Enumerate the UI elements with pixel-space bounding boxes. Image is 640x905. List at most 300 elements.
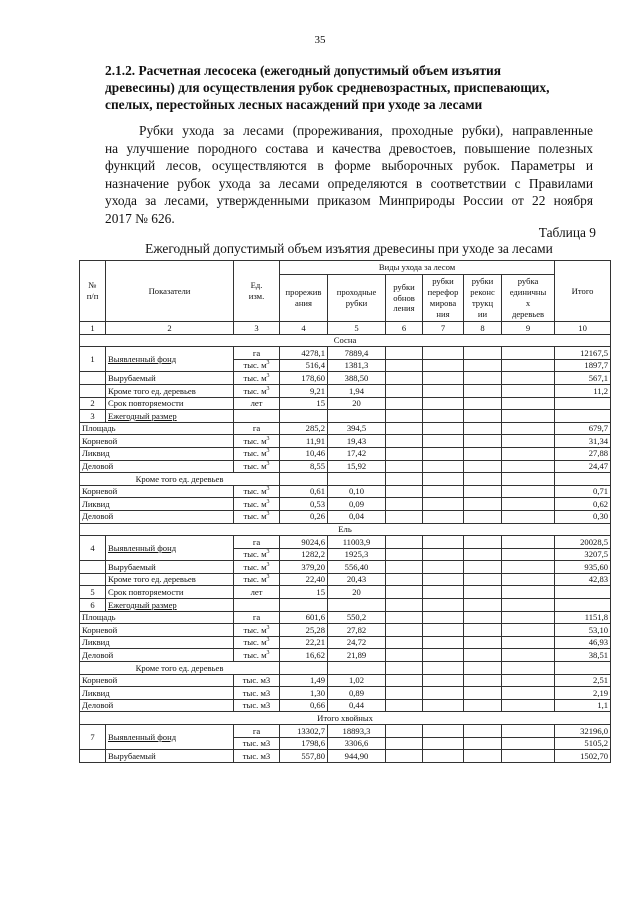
- header-single: рубка единичны х деревьев: [502, 275, 555, 322]
- subcaption-row: [80, 662, 611, 675]
- thinning-value: 25,28: [280, 624, 328, 637]
- empty-cell: [502, 447, 555, 460]
- total-value: 1502,70: [555, 750, 611, 763]
- empty-cell: [423, 384, 464, 397]
- empty-cell: [423, 372, 464, 385]
- unit-cell: га: [234, 611, 280, 624]
- passing-value: 20: [328, 397, 386, 410]
- passing-value: 550,2: [328, 611, 386, 624]
- empty-cell: [464, 397, 502, 410]
- header-reform: рубки перефор мирова ния: [423, 275, 464, 322]
- row-label: Деловой: [80, 460, 234, 473]
- empty-cell: [464, 725, 502, 738]
- passing-value: 3306,6: [328, 737, 386, 750]
- total-value: 0,62: [555, 498, 611, 511]
- row-number: 3: [80, 410, 106, 423]
- passing-value: 1,94: [328, 384, 386, 397]
- empty-cell: [423, 347, 464, 360]
- thinning-value: 0,61: [280, 485, 328, 498]
- total-value: [555, 473, 611, 486]
- empty-cell: [80, 384, 106, 397]
- passing-value: [328, 473, 386, 486]
- unit-cell: тыс. $м^3$: [234, 649, 280, 662]
- passing-value: 7889,4: [328, 347, 386, 360]
- total-value: 27,88: [555, 447, 611, 460]
- total-value: 46,93: [555, 636, 611, 649]
- empty-cell: [423, 599, 464, 612]
- empty-cell: [80, 750, 106, 763]
- empty-cell: [386, 347, 423, 360]
- passing-value: 11003,9: [328, 536, 386, 549]
- empty-cell: [423, 699, 464, 712]
- thinning-value: 9024,6: [280, 536, 328, 549]
- thinning-value: [280, 662, 328, 675]
- thinning-value: 1798,6: [280, 737, 328, 750]
- total-value: 1,1: [555, 699, 611, 712]
- section-heading: [105, 62, 593, 113]
- header-thinning: прорежив ания: [280, 275, 328, 322]
- empty-cell: [502, 384, 555, 397]
- empty-cell: [464, 611, 502, 624]
- empty-cell: [386, 561, 423, 574]
- empty-cell: [502, 372, 555, 385]
- column-index: 7: [423, 322, 464, 335]
- table-row: [80, 674, 611, 687]
- thinning-value: 16,62: [280, 649, 328, 662]
- empty-cell: [234, 410, 280, 423]
- empty-cell: [502, 536, 555, 549]
- unit-cell: тыс. $м^3$: [234, 460, 280, 473]
- empty-cell: [80, 372, 106, 385]
- empty-cell: [464, 372, 502, 385]
- total-value: 567,1: [555, 372, 611, 385]
- passing-value: 1381,3: [328, 359, 386, 372]
- unit-cell: тыс. $м^3$: [234, 384, 280, 397]
- empty-cell: [386, 473, 423, 486]
- total-value: 2,51: [555, 674, 611, 687]
- heading-line: спелых, перестойных лесных насаждений при уходе за лесами: [105, 97, 483, 112]
- passing-value: 0,10: [328, 485, 386, 498]
- total-value: 38,51: [555, 649, 611, 662]
- empty-cell: [386, 662, 423, 675]
- empty-cell: [386, 510, 423, 523]
- empty-cell: [423, 674, 464, 687]
- thinning-value: [280, 410, 328, 423]
- empty-cell: [386, 485, 423, 498]
- table-row: [80, 460, 611, 473]
- empty-cell: [502, 410, 555, 423]
- unit-cell: га: [234, 347, 280, 360]
- empty-cell: [464, 359, 502, 372]
- thinning-value: [280, 473, 328, 486]
- empty-cell: [464, 636, 502, 649]
- table-row: [80, 750, 611, 763]
- column-index-row: [80, 322, 611, 335]
- total-value: 32196,0: [555, 725, 611, 738]
- paragraph-line: Рубки ухода за лесами (прореживания, проходные рубки), направленные: [139, 123, 593, 138]
- empty-cell: [502, 599, 555, 612]
- thinning-value: 0,53: [280, 498, 328, 511]
- empty-cell: [464, 599, 502, 612]
- row-label: Деловой: [80, 649, 234, 662]
- section-caption: Итого хвойных: [80, 712, 611, 725]
- empty-cell: [386, 674, 423, 687]
- empty-cell: [464, 586, 502, 599]
- unit-cell: тыс. м3: [234, 737, 280, 750]
- empty-cell: [502, 561, 555, 574]
- total-value: 1897,7: [555, 359, 611, 372]
- empty-cell: [234, 599, 280, 612]
- empty-cell: [386, 750, 423, 763]
- empty-cell: [386, 447, 423, 460]
- empty-cell: [502, 485, 555, 498]
- empty-cell: [386, 422, 423, 435]
- empty-cell: [464, 510, 502, 523]
- subcaption-row: [80, 473, 611, 486]
- passing-value: 0,04: [328, 510, 386, 523]
- empty-cell: [464, 662, 502, 675]
- empty-cell: [423, 397, 464, 410]
- empty-cell: [502, 359, 555, 372]
- row-number: 1: [80, 347, 106, 372]
- passing-value: 0,09: [328, 498, 386, 511]
- table-row: [80, 725, 611, 738]
- empty-cell: [423, 750, 464, 763]
- empty-cell: [464, 473, 502, 486]
- row-label: Выявленный фонд: [106, 725, 234, 750]
- empty-cell: [386, 359, 423, 372]
- empty-cell: [502, 573, 555, 586]
- empty-cell: [423, 548, 464, 561]
- section-caption-row: [80, 334, 611, 347]
- empty-cell: [502, 473, 555, 486]
- unit-cell: тыс. $м^3$: [234, 372, 280, 385]
- passing-value: 20: [328, 586, 386, 599]
- row-number: 5: [80, 586, 106, 599]
- table-row: [80, 372, 611, 385]
- empty-cell: [386, 435, 423, 448]
- table-row: [80, 699, 611, 712]
- empty-cell: [386, 599, 423, 612]
- passing-value: [328, 662, 386, 675]
- passing-value: [328, 599, 386, 612]
- thinning-value: 379,20: [280, 561, 328, 574]
- empty-cell: [423, 473, 464, 486]
- passing-value: 1,02: [328, 674, 386, 687]
- unit-cell: тыс. $м^3$: [234, 548, 280, 561]
- empty-cell: [80, 573, 106, 586]
- table-row: [80, 636, 611, 649]
- table-row: [80, 347, 611, 360]
- empty-cell: [386, 548, 423, 561]
- empty-cell: [423, 561, 464, 574]
- row-label: Кроме того ед. деревьев: [106, 573, 234, 586]
- empty-cell: [502, 674, 555, 687]
- row-label: Вырубаемый: [106, 561, 234, 574]
- row-label: Вырубаемый: [106, 372, 234, 385]
- table-row: [80, 561, 611, 574]
- column-index: 10: [555, 322, 611, 335]
- table-row: [80, 435, 611, 448]
- empty-cell: [386, 611, 423, 624]
- empty-cell: [423, 662, 464, 675]
- unit-cell: тыс. $м^3$: [234, 447, 280, 460]
- passing-value: 19,43: [328, 435, 386, 448]
- empty-cell: [464, 460, 502, 473]
- row-label: Корневой: [80, 485, 234, 498]
- unit-cell: га: [234, 422, 280, 435]
- empty-cell: [464, 435, 502, 448]
- table-row: [80, 422, 611, 435]
- row-label: Срок повторяемости: [106, 586, 234, 599]
- unit-cell: тыс. м3: [234, 699, 280, 712]
- empty-cell: [464, 447, 502, 460]
- paragraph-line: на улучшение породного состава и качества древостоев, повышение полезных: [105, 140, 593, 156]
- unit-cell: тыс. $м^3$: [234, 561, 280, 574]
- header-row: [80, 261, 611, 275]
- empty-cell: [502, 636, 555, 649]
- empty-cell: [464, 561, 502, 574]
- empty-cell: [464, 536, 502, 549]
- empty-cell: [464, 548, 502, 561]
- column-index: 2: [106, 322, 234, 335]
- total-value: 42,83: [555, 573, 611, 586]
- passing-value: 0,44: [328, 699, 386, 712]
- row-label: Ликвид: [80, 687, 234, 700]
- thinning-value: [280, 599, 328, 612]
- passing-value: 20,43: [328, 573, 386, 586]
- row-number: 2: [80, 397, 106, 410]
- table-row: [80, 599, 611, 612]
- total-value: [555, 410, 611, 423]
- empty-cell: [423, 435, 464, 448]
- thinning-value: 0,66: [280, 699, 328, 712]
- empty-cell: [423, 536, 464, 549]
- thinning-value: 15: [280, 397, 328, 410]
- empty-cell: [502, 725, 555, 738]
- section-caption: Ель: [80, 523, 611, 536]
- total-value: 12167,5: [555, 347, 611, 360]
- thinning-value: 13302,7: [280, 725, 328, 738]
- empty-cell: [386, 687, 423, 700]
- total-value: 679,7: [555, 422, 611, 435]
- total-value: [555, 586, 611, 599]
- thinning-value: 285,2: [280, 422, 328, 435]
- empty-cell: [464, 674, 502, 687]
- total-value: 2,19: [555, 687, 611, 700]
- empty-cell: [386, 536, 423, 549]
- empty-cell: [502, 662, 555, 675]
- empty-cell: [423, 624, 464, 637]
- unit-cell: лет: [234, 586, 280, 599]
- unit-cell: тыс. м3: [234, 674, 280, 687]
- row-label: Ежегодный размер: [106, 599, 234, 612]
- body-paragraph: [105, 122, 593, 227]
- thinning-value: 557,80: [280, 750, 328, 763]
- empty-cell: [386, 460, 423, 473]
- header-indicator: Показатели: [106, 261, 234, 322]
- unit-cell: тыс. $м^3$: [234, 359, 280, 372]
- row-label: Корневой: [80, 624, 234, 637]
- table-row: [80, 624, 611, 637]
- row-number: 6: [80, 599, 106, 612]
- row-label: Ликвид: [80, 636, 234, 649]
- section-caption-row: [80, 523, 611, 536]
- empty-cell: [464, 485, 502, 498]
- table-row: [80, 510, 611, 523]
- empty-cell: [502, 397, 555, 410]
- empty-cell: [464, 347, 502, 360]
- total-value: 20028,5: [555, 536, 611, 549]
- row-label: Выявленный фонд: [106, 536, 234, 561]
- unit-cell: тыс. м3: [234, 687, 280, 700]
- empty-cell: [386, 573, 423, 586]
- unit-cell: тыс. $м^3$: [234, 510, 280, 523]
- thinning-value: 4278,1: [280, 347, 328, 360]
- empty-cell: [502, 460, 555, 473]
- thinning-value: 1,30: [280, 687, 328, 700]
- heading-line: 2.1.2. Расчетная лесосека (ежегодный допустимый объем изъятия: [105, 63, 501, 78]
- empty-cell: [423, 460, 464, 473]
- unit-cell: тыс. $м^3$: [234, 573, 280, 586]
- column-index: 4: [280, 322, 328, 335]
- passing-value: 18893,3: [328, 725, 386, 738]
- paragraph-line: назначение рубок ухода за лесами определяются в соответствии с Правилами: [105, 175, 593, 191]
- empty-cell: [423, 510, 464, 523]
- section-caption: Сосна: [80, 334, 611, 347]
- empty-cell: [423, 359, 464, 372]
- thinning-value: 1282,2: [280, 548, 328, 561]
- paragraph-line: 2017 № 626.: [105, 210, 175, 226]
- empty-cell: [464, 410, 502, 423]
- empty-cell: [502, 611, 555, 624]
- passing-value: 15,92: [328, 460, 386, 473]
- empty-cell: [502, 548, 555, 561]
- row-label: Срок повторяемости: [106, 397, 234, 410]
- empty-cell: [386, 410, 423, 423]
- table-row: [80, 649, 611, 662]
- table-row: [80, 536, 611, 549]
- empty-cell: [502, 347, 555, 360]
- empty-cell: [464, 422, 502, 435]
- thinning-value: 8,55: [280, 460, 328, 473]
- unit-cell: тыс. $м^3$: [234, 435, 280, 448]
- header-unit: Ед. изм.: [234, 261, 280, 322]
- header-recon: рубки реконс трукц ии: [464, 275, 502, 322]
- table-row: [80, 498, 611, 511]
- unit-cell: лет: [234, 397, 280, 410]
- thinning-value: 9,21: [280, 384, 328, 397]
- thinning-value: 178,60: [280, 372, 328, 385]
- empty-cell: [423, 410, 464, 423]
- passing-value: 0,89: [328, 687, 386, 700]
- column-index: 1: [80, 322, 106, 335]
- section-caption-row: [80, 712, 611, 725]
- empty-cell: [423, 573, 464, 586]
- empty-cell: [423, 687, 464, 700]
- thinning-value: 0,26: [280, 510, 328, 523]
- total-value: [555, 599, 611, 612]
- column-index: 8: [464, 322, 502, 335]
- total-value: [555, 662, 611, 675]
- row-label: Вырубаемый: [106, 750, 234, 763]
- empty-cell: [386, 372, 423, 385]
- empty-cell: [386, 397, 423, 410]
- empty-cell: [464, 737, 502, 750]
- empty-cell: [464, 573, 502, 586]
- table-row: [80, 410, 611, 423]
- empty-cell: [464, 750, 502, 763]
- row-label: Корневой: [80, 435, 234, 448]
- empty-cell: [423, 737, 464, 750]
- passing-value: 27,82: [328, 624, 386, 637]
- total-value: 1151,8: [555, 611, 611, 624]
- empty-cell: [464, 384, 502, 397]
- total-value: 0,30: [555, 510, 611, 523]
- column-index: 5: [328, 322, 386, 335]
- unit-cell: га: [234, 536, 280, 549]
- row-label: Ежегодный размер: [106, 410, 234, 423]
- header-total: Итого: [555, 261, 611, 322]
- thinning-value: 11,91: [280, 435, 328, 448]
- passing-value: 17,42: [328, 447, 386, 460]
- header-passing: проходные рубки: [328, 275, 386, 322]
- thinning-value: 1,49: [280, 674, 328, 687]
- total-value: 53,10: [555, 624, 611, 637]
- empty-cell: [423, 498, 464, 511]
- empty-cell: [386, 699, 423, 712]
- row-label: Ликвид: [80, 498, 234, 511]
- table-row: [80, 687, 611, 700]
- empty-cell: [502, 699, 555, 712]
- empty-cell: [502, 737, 555, 750]
- empty-cell: [464, 699, 502, 712]
- empty-cell: [502, 510, 555, 523]
- row-label: Выявленный фонд: [106, 347, 234, 372]
- empty-cell: [423, 447, 464, 460]
- unit-cell: тыс. $м^3$: [234, 624, 280, 637]
- column-index: 6: [386, 322, 423, 335]
- header-num: № п/п: [80, 261, 106, 322]
- empty-cell: [502, 624, 555, 637]
- empty-cell: [386, 498, 423, 511]
- page-number: 35: [314, 34, 326, 46]
- table-row: [80, 447, 611, 460]
- passing-value: 24,72: [328, 636, 386, 649]
- total-value: 11,2: [555, 384, 611, 397]
- row-label: Площадь: [80, 422, 234, 435]
- total-value: [555, 397, 611, 410]
- unit-cell: тыс. м3: [234, 750, 280, 763]
- thinning-value: 601,6: [280, 611, 328, 624]
- extra-caption: Кроме того ед. деревьев: [80, 662, 280, 675]
- empty-cell: [386, 586, 423, 599]
- total-value: 935,60: [555, 561, 611, 574]
- paragraph-line: ухода за лесами, утвержденными приказом Минприроды России от 22 ноября: [105, 193, 593, 208]
- empty-cell: [502, 435, 555, 448]
- empty-cell: [386, 384, 423, 397]
- header-renewal: рубки обнов ления: [386, 275, 423, 322]
- heading-line: древесины) для осуществления рубок средневозрастных, приспевающих,: [105, 80, 550, 95]
- table-row: [80, 485, 611, 498]
- unit-cell: га: [234, 725, 280, 738]
- empty-cell: [80, 561, 106, 574]
- row-label: Деловой: [80, 699, 234, 712]
- empty-cell: [386, 624, 423, 637]
- empty-cell: [386, 725, 423, 738]
- unit-cell: тыс. $м^3$: [234, 636, 280, 649]
- empty-cell: [464, 624, 502, 637]
